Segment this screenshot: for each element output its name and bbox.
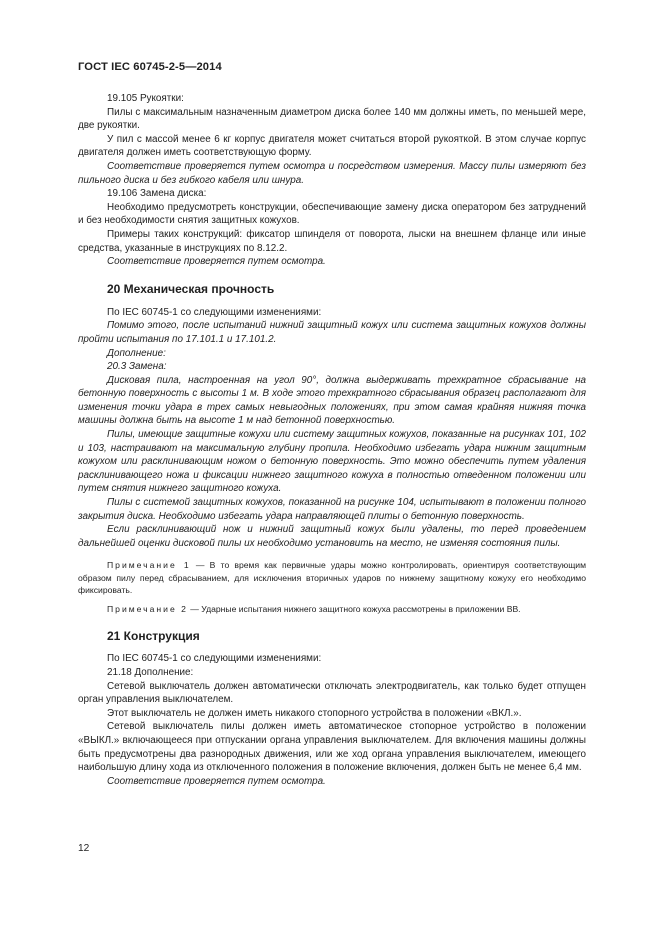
paragraph: Помимо этого, после испытаний нижний защитный кожух или система защитных кожухов должны пройти испытания по 17.101.1 и 17.101.2. — [78, 320, 586, 345]
note-text: — Ударные испытания нижнего защитного кожуха рассмотрены в приложении ВВ. — [187, 603, 521, 614]
section-heading-20: 20 Механическая прочность — [107, 281, 275, 296]
section-heading-21: 21 Конструкция — [107, 629, 200, 644]
paragraph: Если расклинивающий нож и нижний защитный кожух были удалены, то перед проведением дальнейшей оценки дисковой пилы их необходимо установить на место, не изменяя состояния пилы. — [78, 524, 586, 549]
paragraph-19-105-title: 19.105 Рукоятки: — [107, 93, 184, 104]
paragraph: Сетевой выключатель должен автоматически отключать электродвигатель, как только будет отпущен орган управления выключателем. — [78, 680, 586, 706]
paragraph-compliance: Соответствие проверяется путем осмотра. — [107, 775, 326, 787]
paragraph: У пил с массой менее 6 кг корпус двигателя может считаться второй рукояткой. В этом случае корпус двигателя должен иметь соответствующую форму. — [78, 133, 586, 159]
note-text: — В то время как первичные удары можно контролировать, ориентируя соответствующим образом пилу перед сбрасыванием, для исключения вторичных ударов по нижнему защитному кожуху его необходимо фиксировать. — [78, 560, 586, 596]
note-label: Примечание 2 — [107, 603, 188, 614]
note-label: Примечание 1 — [107, 560, 191, 571]
paragraph: Пилы с системой защитных кожухов, показанной на рисунке 104, испытывают в положении полного закрытия диска. Необходимо избегать удара направляющей плиты о бетонную поверхность. — [78, 497, 586, 522]
paragraph: По IEC 60745-1 со следующими изменениями: — [107, 306, 322, 318]
note-2 — [78, 603, 586, 616]
paragraph: Примеры таких конструкций: фиксатор шпинделя от поворота, лыски на внешнем фланце или иные средства, указанные в инструкциях по 8.12.2. — [78, 228, 586, 254]
paragraph: Необходимо предусмотреть конструкции, обеспечивающие замену диска оператором без затруднений и без необходимости снятия защитных кожухов. — [78, 201, 586, 227]
paragraph: Пилы с максимальным назначенным диаметром диска более 140 мм должны иметь, по меньшей мере, две рукоятки. — [78, 106, 586, 132]
paragraph: Этот выключатель не должен иметь никакого стопорного устройства в положении «ВКЛ.». — [107, 707, 522, 719]
paragraph-19-106-title: 19.106 Замена диска: — [107, 188, 207, 200]
paragraph-compliance: Соответствие проверяется путем осмотра. — [107, 256, 326, 268]
page-number: 12 — [78, 843, 90, 854]
document-body — [78, 92, 586, 788]
paragraph-compliance: Соответствие проверяется путем осмотра и посредством измерения. Массу пилы измеряют без пильного диска и без гибкого кабеля или шнура. — [78, 160, 586, 186]
paragraph: Сетевой выключатель пилы должен иметь автоматическое стопорное устройство в положении «ВЫКЛ.» включающееся при отпускании органа управления выключателем. Для включения машины должны быть предусмотрены два разнородных движения, или же ход органа управления выключателем, имеющего наибольшую длину хода из отключенного положения в положение включения, должен быть не менее 6,4 мм. — [78, 721, 586, 774]
paragraph: 21.18 Дополнение: — [107, 667, 194, 678]
paragraph: 20.3 Замена: — [107, 361, 167, 373]
document-header: ГОСТ IEC 60745-2-5—2014 — [78, 61, 222, 73]
note-1 — [78, 559, 586, 597]
paragraph: Пилы, имеющие защитные кожухи или систему защитных кожухов, показанные на рисунках 101, 102 и 103, настраивают на максимальную глубину пропила. Необходимо избегать удара нижним защитным кожухом или расклинивающим ножом о бетонную поверхность. Это можно обеспечить путем удаления расклинивающего ножа и фиксации нижнего защитного кожуха в полностью отведенном положении или путем снятия нижнего защитного кожуха. — [78, 429, 586, 495]
paragraph: Дисковая пила, настроенная на угол 90°, должна выдерживать трехкратное сбрасывание на бетонную поверхность с высоты 1 м. В ходе этого трехкратного сбрасывания образец располагают для изменения точки удара в трех самых невыгодных положениях, при этом самая крайняя нижняя точка машины должна быть на высоте 1 м над бетонной поверхностью. — [78, 374, 586, 427]
paragraph: Дополнение: — [107, 347, 166, 359]
paragraph: По IEC 60745-1 со следующими изменениями: — [107, 653, 322, 665]
